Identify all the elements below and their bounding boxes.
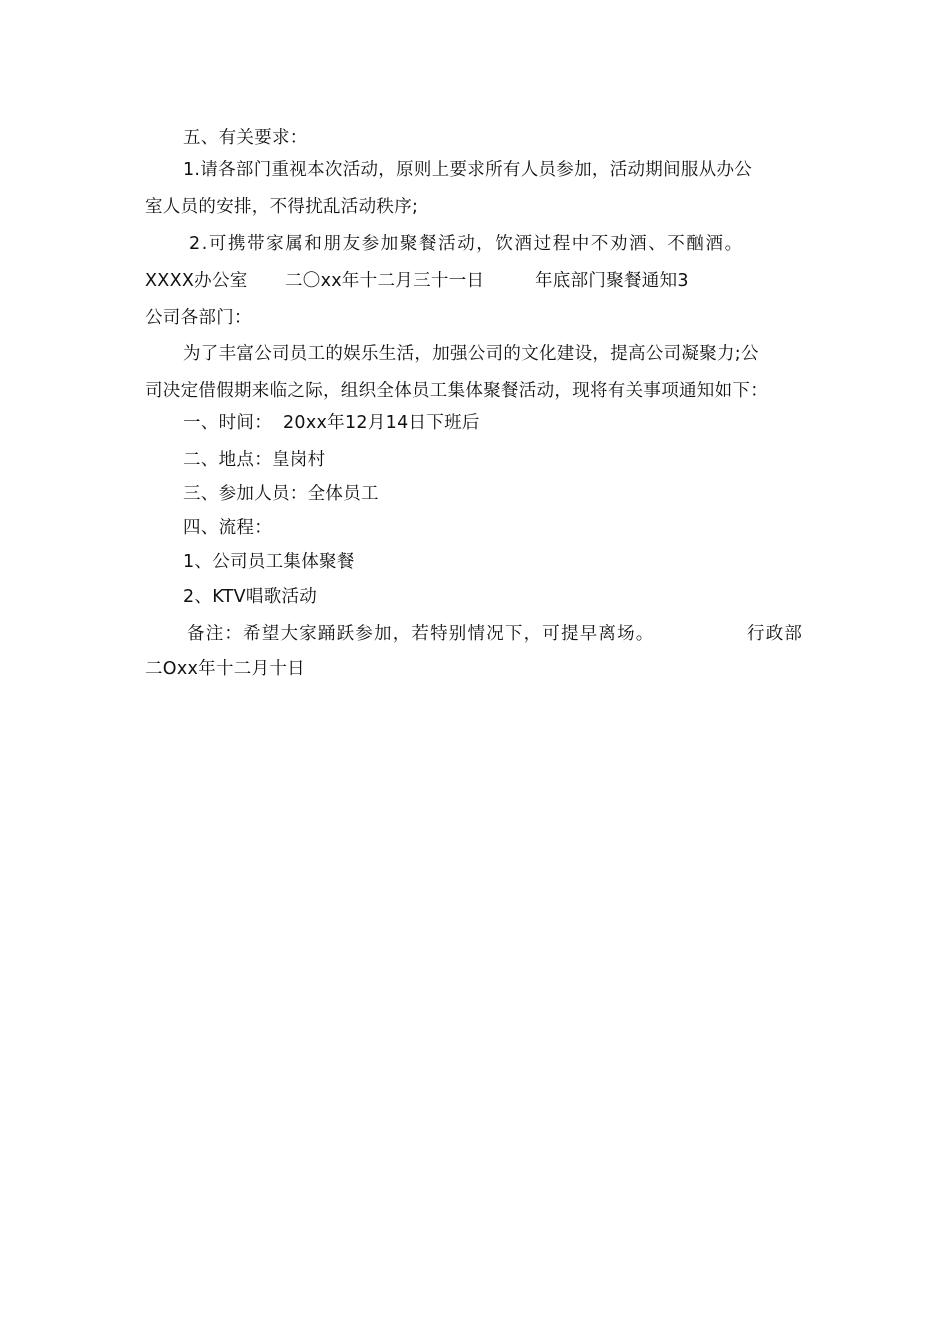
signoff-row [145,269,805,293]
section5-heading: 五、有关要求： [183,128,308,148]
people-line: 三、参加人员：全体员工 [183,484,379,504]
signoff-office: XXXX办公室 [145,271,248,291]
process-item-2: 2、KTV唱歌活动 [183,587,318,607]
process-heading: 四、流程： [183,518,272,538]
process-item-1: 1、公司员工集体聚餐 [183,552,355,572]
requirement-1-line-2: 室人员的安排，不得扰乱活动秩序; [145,197,419,217]
final-date: 二Oxx年十二月十日 [145,659,305,679]
place-line: 二、地点：皇岗村 [183,450,326,470]
intro-line-2: 司决定借假期来临之际，组织全体员工集体聚餐活动，现将有关事项通知如下： [145,381,768,401]
time-row [183,411,583,435]
salutation: 公司各部门： [145,308,252,328]
requirement-1-line-1: 1.请各部门重视本次活动，原则上要求所有人员参加，活动期间服从办公 [183,160,753,180]
signoff-date: 二〇xx年十二月三十一日 [285,271,485,291]
intro-line-1: 为了丰富公司员工的娱乐生活，加强公司的文化建设，提高公司凝聚力;公 [183,344,759,364]
note-row [187,622,807,646]
next-notice-title: 年底部门聚餐通知3 [535,271,689,291]
note-text: 备注：希望大家踊跃参加，若特别情况下，可提早离场。 [187,624,655,644]
time-label: 一、时间： [183,413,272,433]
time-value: 20xx年12月14日下班后 [283,413,480,433]
requirement-2-line: 2.可携带家属和朋友参加聚餐活动，饮酒过程中不劝酒、不酗酒。 [189,234,744,254]
note-department: 行政部 [747,624,804,644]
